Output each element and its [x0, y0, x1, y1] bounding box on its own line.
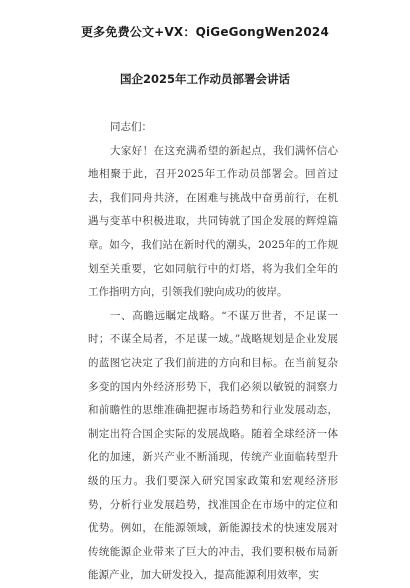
document-title: 国企2025年工作动员部署会讲话 — [119, 72, 290, 86]
document-body — [88, 116, 338, 588]
header-watermark-text: 更多免费公文+VX：QiGeGongWen2024 — [80, 25, 329, 39]
salutation: 同志们： — [110, 121, 152, 133]
paragraph-strategy: 一、高瞻远瞩定战略。“不谋万世者，不足谋一时；不谋全局者，不足谋一域。”战略规划是企业发展的蓝图它决定了我们前进的方向和目标。在当前复杂多变的国内外经济形势下，我们必须以敏锐的洞察力和前瞻性的思维准确把握市场趋势和行业发展动态，制定出符合国企实际的发展战略。随着全球经济一体化的加速，新兴产业不断涌现，传统产业面临转型升级的压力。我们要深入研究国家政策和宏观经济形势，分析行业发展趋势，找准国企在市场中的定位和优势。例如，在能源领域，新能源技术的快速发展对传统能源企业带来了巨大的冲击，我们要积极布局新能源产业，加大研发投入，提高能源利用效率，实 — [88, 309, 338, 582]
paragraph-intro: 大家好！在这充满希望的新起点，我们满怀信心地相聚于此，召开2025年工作动员部署会。回首过去，我们同舟共济，在困难与挑战中奋勇前行，在机遇与变革中积极进取，共同铸就了国企发展的辉煌篇章。如今，我们站在新时代的潮头，2025年的工作规划至关重要，它如同航行中的灯塔，将为我们全年的工作指明方向，引领我们驶向成功的彼岸。 — [88, 144, 338, 299]
